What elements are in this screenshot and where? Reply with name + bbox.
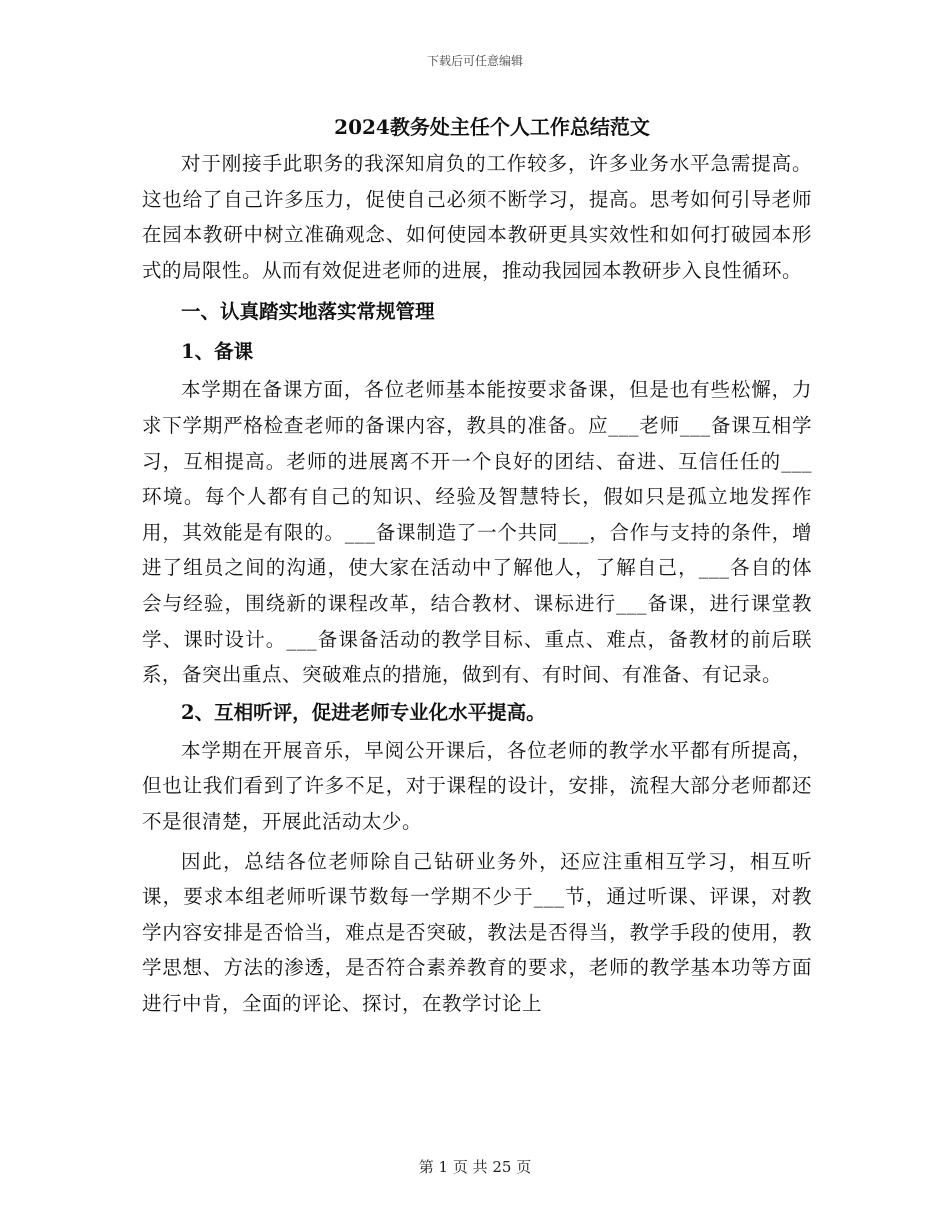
subsection-2-paragraph-1: 本学期在开展音乐，早阅公开课后，各位老师的教学水平都有所提高，但也让我们看到了许多不足，对于课程的设计，安排，流程大部分老师都还不是很清楚，开展此活动太少。 [142,738,812,833]
document-title: 2024教务处主任个人工作总结范文 [334,115,650,139]
document-body [142,108,812,1021]
page-header-note: 下载后可任意编辑 [426,54,523,68]
subsection-1-paragraph: 本学期在备课方面，各位老师基本能按要求备课，但是也有些松懈，力求下学期严格检查老师的备课内容，教具的准备。应___老师___备课互相学习，互相提高。老师的进展离不开一个良好的团结、奋进、互信任任的___环境。每个人都有自己的知识、经验及智慧特长，假如只是孤立地发挥作用，其效能是有限的。___备课制造了一个共同___，合作与支持的条件，增进了组员之间的沟通，使大家在活动中了解他人，了解自己，___各自的体会与经验，围绕新的课程改革，结合教材、课标进行___备课，进行课堂教学、课时设计。___备课备活动的教学目标、重点、难点，备教材的前后联系，备突出重点、突破难点的措施，做到有、有时间、有准备、有记录。 [142,378,812,687]
subsection-2-paragraph-2: 因此，总结各位老师除自己钻研业务外，还应注重相互学习，相互听课，要求本组老师听课节数每一学期不少于___节，通过听课、评课，对教学内容安排是否恰当，难点是否突破，教法是否得当，教学手段的使用，教学思想、方法的渗透，是否符合素养教育的要求，老师的教学基本功等方面进行中肯，全面的评论、探讨，在教学讨论上 [142,849,812,1015]
subsection-heading-1: 1、备课 [181,340,254,364]
intro-paragraph: 对于刚接手此职务的我深知肩负的工作较多，许多业务水平急需提高。这也给了自己许多压力，促使自己必须不断学习，提高。思考如何引导老师在园本教研中树立准确观念、如何使园本教研更具实效性和如何打破园本形式的局限性。从而有效促进老师的进展，推动我园园本教研步入良性循环。 [142,152,812,282]
section-heading-1: 一、认真踏实地落实常规管理 [181,300,435,324]
subsection-heading-2: 2、互相听评，促进老师专业化水平提高。 [181,700,546,724]
page-footer-number: 第 1 页 共 25 页 [418,1158,532,1176]
